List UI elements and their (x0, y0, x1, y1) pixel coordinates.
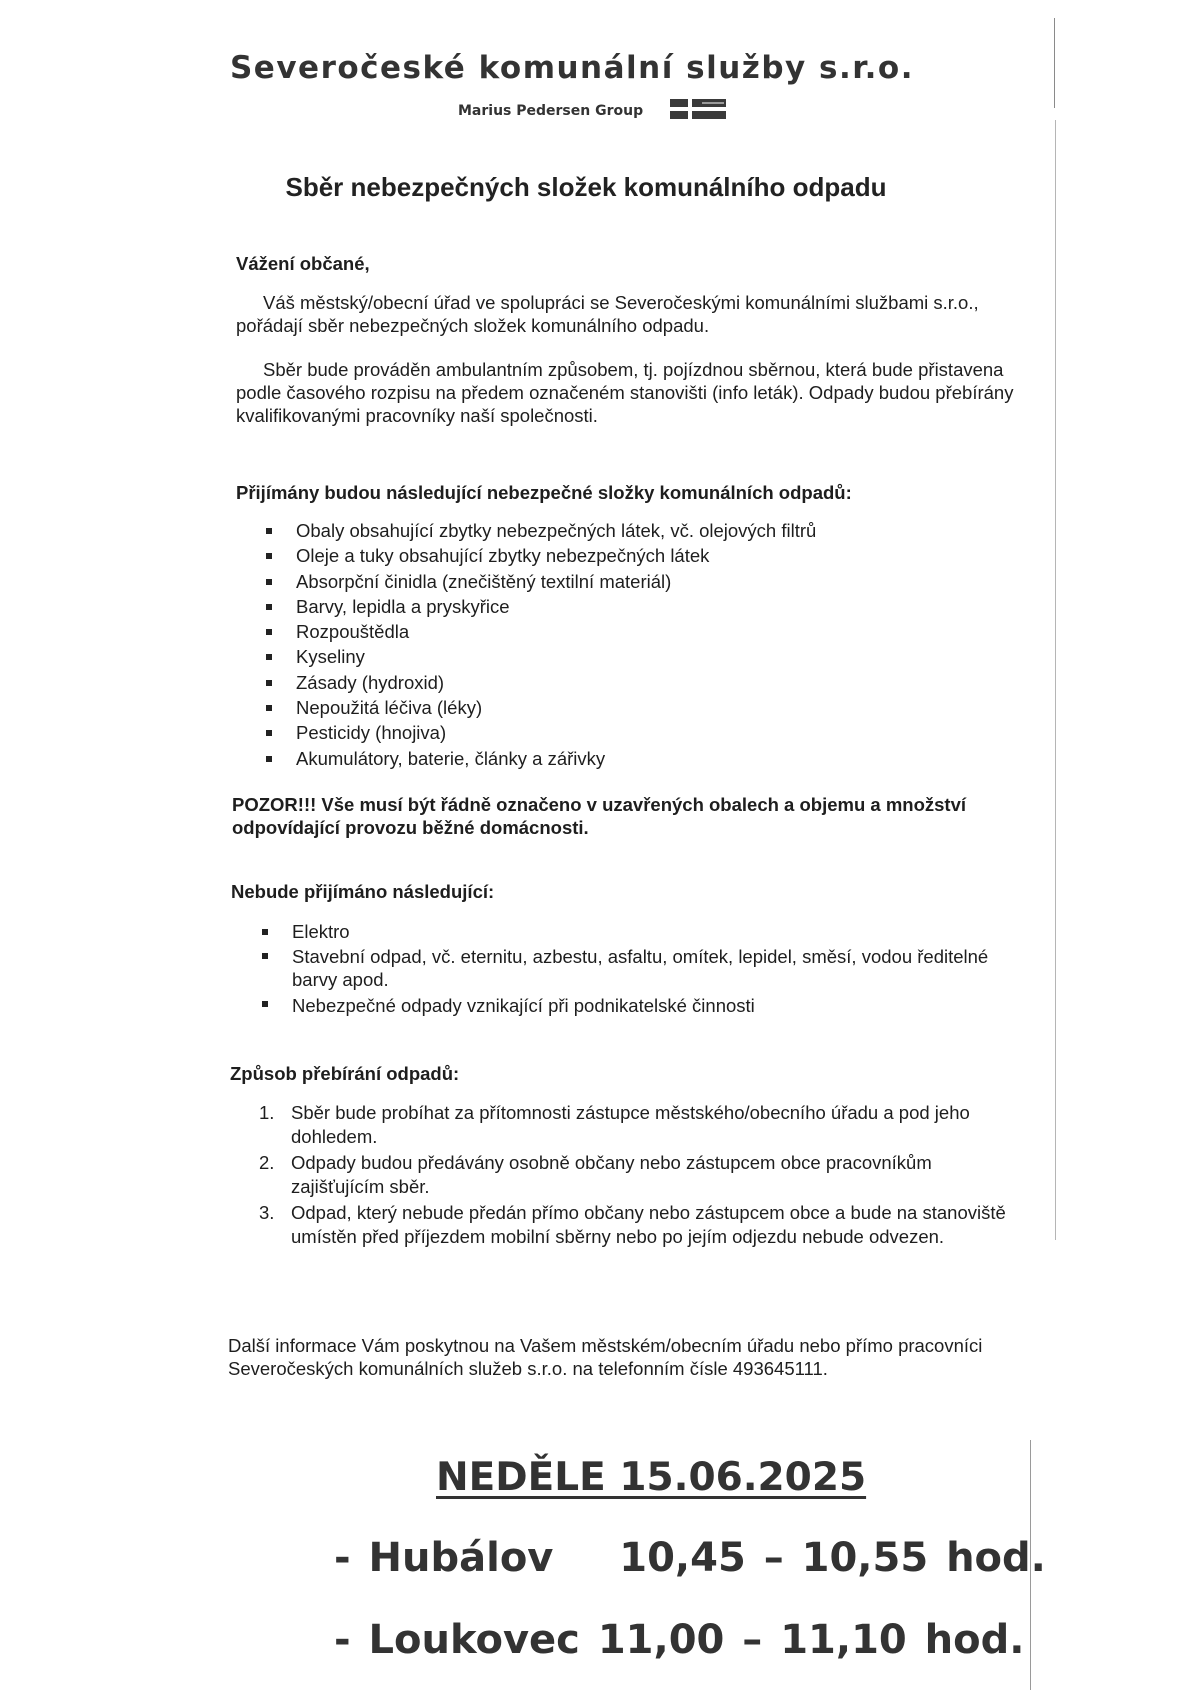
list-item: Nepoužitá léčiva (léky) (264, 695, 1024, 720)
list-item: Oleje a tuky obsahující zbytky nebezpečných látek (264, 543, 1024, 568)
greeting: Vážení občané, (236, 253, 370, 274)
accepted-heading: Přijímány budou následující nebezpečné složky komunálních odpadů: (236, 482, 852, 503)
stop-place: - Loukovec (334, 1617, 580, 1663)
intro-paragraph: Váš městský/obecní úřad ve spolupráci se Severočeskými komunálními službami s.r.o., pořádají sběr nebezpečných složek komunálního odpadu. (236, 292, 979, 336)
not-accepted-heading: Nebude přijímáno následující: (231, 881, 495, 902)
list-item: Zásady (hydroxid) (264, 670, 1024, 695)
procedure-heading: Způsob přebírání odpadů: (230, 1063, 460, 1084)
schedule-date: NEDĚLE 15.06.2025 (436, 1455, 867, 1500)
list-item: 2. Odpady budou předávány osobně občany nebo zástupcem obce pracovníkům zajišťujícím sběr. (259, 1152, 932, 1197)
not-accepted-list (260, 919, 1005, 1019)
list-item: Nebezpečné odpady vznikající při podnikatelské činnosti (260, 991, 1005, 1018)
schedule-stop (334, 1535, 1046, 1581)
list-item: Absorpční činidla (znečištěný textilní materiál) (264, 569, 1024, 594)
stop-place: - Hubálov (334, 1535, 554, 1581)
list-item: Rozpouštědla (264, 619, 1024, 644)
list-item: Barvy, lepidla a pryskyřice (264, 594, 1024, 619)
scan-edge-line (1055, 120, 1056, 1240)
group-name: Marius Pedersen Group (458, 103, 644, 119)
list-item: Elektro (260, 919, 1005, 944)
list-item: Kyseliny (264, 644, 1024, 669)
intro-paragraph: Sběr bude prováděn ambulantním způsobem, tj. pojízdnou sběrnou, která bude přistavena podle časového rozpisu na předem označeném stanovišti (info leták). Odpady budou přebírány kvalifikovanými pracovníky naší společnosti. (236, 359, 1014, 426)
list-item: Obaly obsahující zbytky nebezpečných látek, vč. olejových filtrů (264, 518, 1024, 543)
stop-time: 10,45 – 10,55 hod. (619, 1535, 1046, 1581)
list-item: 3. Odpad, který nebude předán přímo občany nebo zástupcem obce a bude na stanoviště umístěn před příjezdem mobilní sběrny nebo po jejím odjezdu nebude odvezen. (259, 1202, 1006, 1247)
warning-text: POZOR!!! Vše musí být řádně označeno v uzavřených obalech a objemu a množství odpovídající provozu běžné domácnosti. (232, 794, 967, 838)
stop-time: 11,00 – 11,10 hod. (597, 1617, 1025, 1663)
contact-info: Další informace Vám poskytnou na Vašem městském/obecním úřadu nebo přímo pracovníci Severočeských komunálních služeb s.r.o. na telefonním čísle 493645111. (228, 1335, 983, 1379)
accepted-list (264, 518, 1024, 771)
procedure-list (259, 1101, 1021, 1251)
schedule-stop (334, 1617, 1024, 1663)
marius-pedersen-flag-logo-icon (670, 99, 726, 119)
list-item: Stavební odpad, vč. eternitu, azbestu, asfaltu, omítek, lepidel, směsí, vodou ředitelné barvy apod. (260, 944, 1005, 991)
company-name: Severočeské komunální služby s.r.o. (229, 50, 914, 86)
list-item: Pesticidy (hnojiva) (264, 720, 1024, 745)
list-item: 1. Sběr bude probíhat za přítomnosti zástupce městského/obecního úřadu a pod jeho dohledem. (259, 1102, 970, 1147)
group-line (0, 101, 1192, 121)
document-title: Sběr nebezpečných složek komunálního odpadu (285, 172, 887, 202)
list-item: Akumulátory, baterie, články a zářivky (264, 746, 1024, 771)
